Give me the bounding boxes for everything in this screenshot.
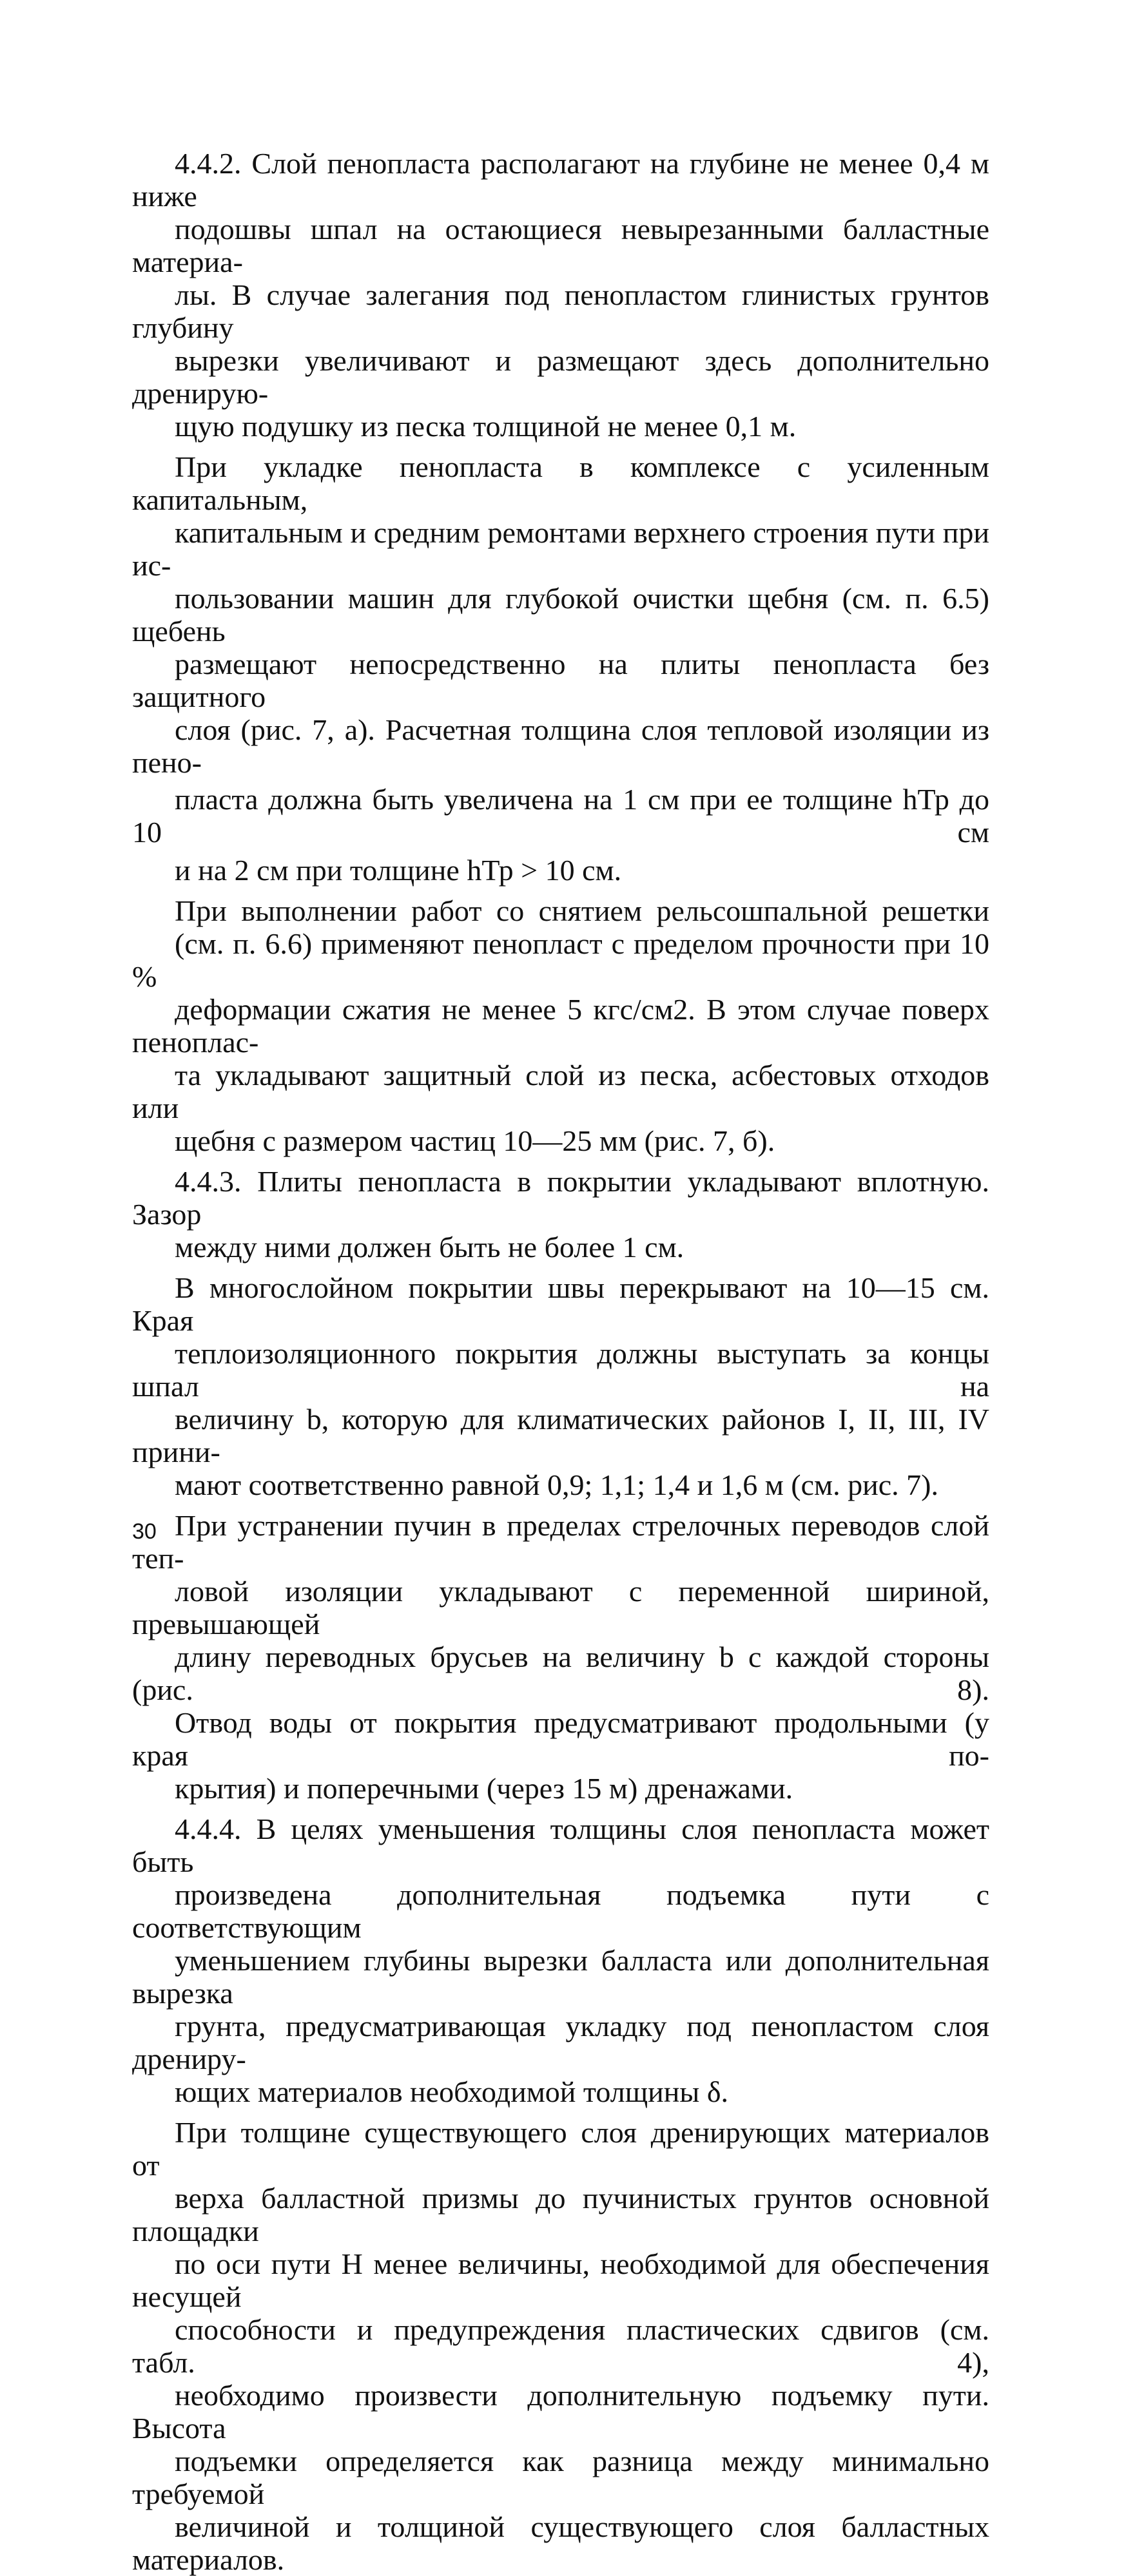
text-line: длину переводных брусьев на величину b с каждой стороны (рис. 8).: [132, 1640, 989, 1706]
text-line: размещают непосредственно на плиты пенопласта без защитного: [132, 648, 989, 713]
page-body: [132, 147, 989, 2576]
paragraph-rail-grid-removal: [132, 894, 989, 1157]
text-line: щебня с размером частиц 10—25 мм (рис. 7, б).: [175, 1124, 775, 1157]
paragraph-multilayer-cover: [132, 1271, 989, 1501]
text-line: вырезки увеличивают и размещают здесь дополнительно дренирую-: [132, 344, 989, 410]
text-line: мают соответственно равной 0,9; 1,1; 1,4 и 1,6 м (см. рис. 7).: [175, 1468, 938, 1501]
paragraph-switches: [132, 1509, 989, 1805]
text-line: по оси пути H менее величины, необходимой для обеспечения несущей: [132, 2247, 989, 2313]
text-line: щую подушку из песка толщиной не менее 0,1 м.: [175, 410, 797, 443]
text-line: ловой изоляции укладывают с переменной шириной, превышающей: [132, 1575, 989, 1640]
text-line: пользовании машин для глубокой очистки щебня (см. п. 6.5) щебень: [132, 582, 989, 648]
text-line: подошвы шпал на остающиеся невырезанными балластные материа-: [132, 213, 989, 278]
text-line: между ними должен быть не более 1 см.: [175, 1231, 684, 1264]
text-line: и на 2 см при толщине hТр > 10 см.: [175, 854, 622, 887]
text-line: величину b, которую для климатических районов I, II, III, IV прини-: [132, 1403, 989, 1468]
paragraph-4-4-3: [132, 1165, 989, 1264]
text-line: произведена дополнительная подъемка пути с соответствующим: [132, 1878, 989, 1944]
text-line: способности и предупреждения пластических сдвигов (см. табл. 4),: [132, 2313, 989, 2379]
paragraph-4-4-4: [132, 1812, 989, 2108]
text-line: необходимо произвести дополнительную подъемку пути. Высота: [132, 2379, 989, 2445]
text-line: (см. п. 6.6) применяют пенопласт с пределом прочности при 10 %: [132, 927, 989, 993]
text-line: та укладывают защитный слой из песка, асбестовых отходов или: [132, 1059, 989, 1124]
paragraph-foam-laying: [132, 450, 989, 887]
text-line: верха балластной призмы до пучинистых грунтов основной площадки: [132, 2182, 989, 2247]
text-line: Отвод воды от покрытия предусматривают продольными (у края по-: [132, 1706, 989, 1772]
paragraph-track-lifting: [132, 2116, 989, 2576]
text-line: величиной и толщиной существующего слоя балластных материалов.: [132, 2510, 989, 2576]
text-line: 4.4.4. В целях уменьшения толщины слоя пенопласта может быть: [132, 1812, 989, 1878]
text-line: В многослойном покрытии швы перекрывают на 10—15 см. Края: [132, 1271, 989, 1337]
text-line: теплоизоляционного покрытия должны выступать за концы шпал на: [132, 1337, 989, 1403]
text-line: деформации сжатия не менее 5 кгс/см2. В этом случае поверх пеноплас-: [132, 993, 989, 1059]
paragraph-4-4-2: [132, 147, 989, 443]
text-line: грунта, предусматривающая укладку под пенопластом слоя дрениру-: [132, 2010, 989, 2075]
text-line: лы. В случае залегания под пенопластом глинистых грунтов глубину: [132, 278, 989, 344]
text-line: При выполнении работ со снятием рельсошпальной решетки: [175, 894, 989, 927]
text-line: уменьшением глубины вырезки балласта или дополнительная вырезка: [132, 1944, 989, 2010]
page-number: 30: [132, 1519, 157, 1544]
text-line: 4.4.3. Плиты пенопласта в покрытии укладывают вплотную. Зазор: [132, 1165, 989, 1231]
text-line: 4.4.2. Слой пенопласта располагают на глубине не менее 0,4 м ниже: [132, 147, 989, 213]
text-line: При устранении пучин в пределах стрелочных переводов слой теп-: [132, 1509, 989, 1575]
text-line: При толщине существующего слоя дренирующих материалов от: [132, 2116, 989, 2182]
text-line: крытия) и поперечными (через 15 м) дренажами.: [175, 1772, 793, 1805]
text-line: ющих материалов необходимой толщины δ.: [175, 2075, 728, 2108]
text-line: слоя (рис. 7, а). Расчетная толщина слоя тепловой изоляции из пено-: [132, 713, 989, 779]
text-line: подъемки определяется как разница между минимально требуемой: [132, 2445, 989, 2510]
text-line: капитальным и средним ремонтами верхнего строения пути при ис-: [132, 516, 989, 582]
text-line: пласта должна быть увеличена на 1 см при ее толщине hТр до 10 см: [132, 783, 989, 849]
text-line: При укладке пенопласта в комплексе с усиленным капитальным,: [132, 450, 989, 516]
